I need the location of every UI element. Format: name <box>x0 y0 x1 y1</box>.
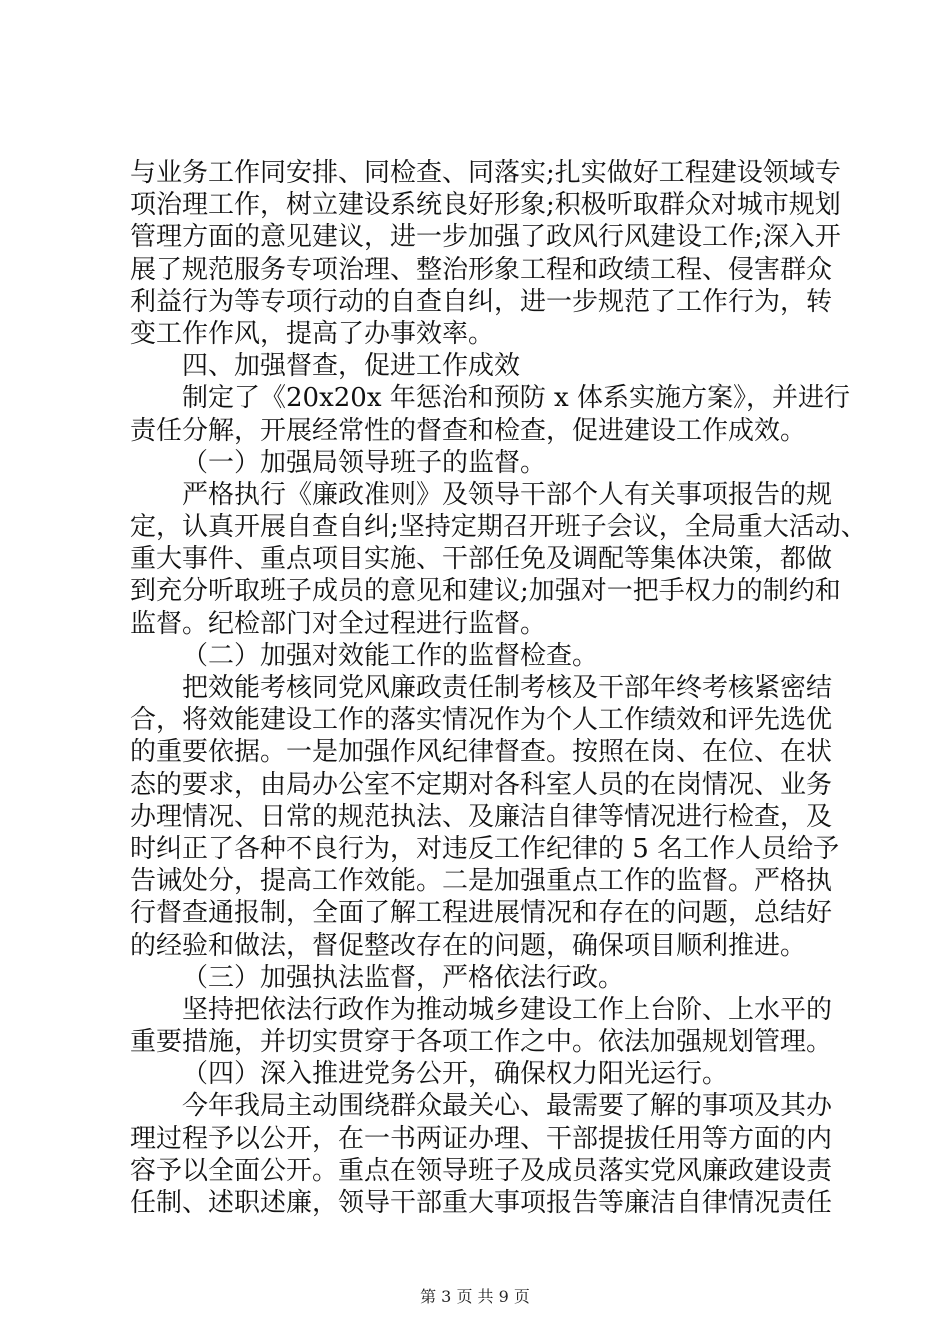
text-line: （二）加强对效能工作的监督检查。 <box>182 640 599 671</box>
text-line: 严格执行《廉政准则》及领导干部个人有关事项报告的规 <box>182 479 833 510</box>
text-line: 时纠正了各种不良行为，对违反工作纪律的 5 名工作人员给予 <box>130 833 840 864</box>
text-line: 坚持把依法行政作为推动城乡建设工作上台阶、上水平的 <box>182 994 833 1025</box>
text-line: 四、加强督查，促进工作成效 <box>182 351 521 382</box>
text-line: 的重要依据。一是加强作风纪律督查。按照在岗、在位、在状 <box>130 737 833 768</box>
text-line: 项治理工作，树立建设系统良好形象;积极听取群众对城市规划 <box>130 190 841 221</box>
text-line: 容予以全面公开。重点在领导班子及成员落实党风廉政建设责 <box>130 1155 833 1186</box>
text-line: 展了规范服务专项治理、整治形象工程和政绩工程、侵害群众 <box>130 254 833 285</box>
text-line: 与业务工作同安排、同检查、同落实;扎实做好工程建设领域专 <box>130 158 841 188</box>
document-body <box>130 157 867 1219</box>
text-line: 办理情况、日常的规范执法、及廉洁自律等情况进行检查，及 <box>130 801 833 832</box>
text-line: 变工作作风，提高了办事效率。 <box>130 318 495 349</box>
text-line: 理过程予以公开，在一书两证办理、干部提拔任用等方面的内 <box>130 1123 833 1154</box>
text-line: 管理方面的意见建议，进一步加强了政风行风建设工作;深入开 <box>130 222 841 253</box>
text-line: 合，将效能建设工作的落实情况作为个人工作绩效和评先选优 <box>130 705 833 736</box>
text-line: 行督查通报制，全面了解工程进展情况和存在的问题，总结好 <box>130 898 833 929</box>
text-line: 今年我局主动围绕群众最关心、最需要了解的事项及其办 <box>182 1091 833 1122</box>
text-line: 重大事件、重点项目实施、干部任免及调配等集体决策，都做 <box>130 544 833 575</box>
text-line: 定，认真开展自查自纠;坚持定期召开班子会议，全局重大活动、 <box>130 512 867 543</box>
text-line: （一）加强局领导班子的监督。 <box>182 447 547 478</box>
text-line: （四）深入推进党务公开，确保权力阳光运行。 <box>182 1059 729 1090</box>
text-line: 任制、述职述廉，领导干部重大事项报告等廉洁自律情况责任 <box>130 1188 833 1218</box>
text-line: 到充分听取班子成员的意见和建议;加强对一把手权力的制约和 <box>130 576 841 607</box>
text-line: 责任分解，开展经常性的督查和检查，促进建设工作成效。 <box>130 415 807 446</box>
text-line: 利益行为等专项行动的自查自纠，进一步规范了工作行为，转 <box>130 286 833 317</box>
text-line: 的经验和做法，督促整改存在的问题，确保项目顺利推进。 <box>130 930 807 961</box>
text-line: 制定了《20x20x 年惩治和预防 x 体系实施方案》，并进行 <box>182 383 850 414</box>
text-line: 监督。纪检部门对全过程进行监督。 <box>130 608 547 639</box>
text-line: 把效能考核同党风廉政责任制考核及干部年终考核紧密结 <box>182 673 833 703</box>
text-line: （三）加强执法监督，严格依法行政。 <box>182 962 625 993</box>
page-footer: 第 3 页 共 9 页 <box>420 1287 530 1306</box>
text-line: 重要措施，并切实贯穿于各项工作之中。依法加强规划管理。 <box>130 1027 833 1058</box>
text-line: 告诫处分，提高工作效能。二是加强重点工作的监督。严格执 <box>130 866 833 897</box>
text-line: 态的要求，由局办公室不定期对各科室人员的在岗情况、业务 <box>130 769 833 800</box>
